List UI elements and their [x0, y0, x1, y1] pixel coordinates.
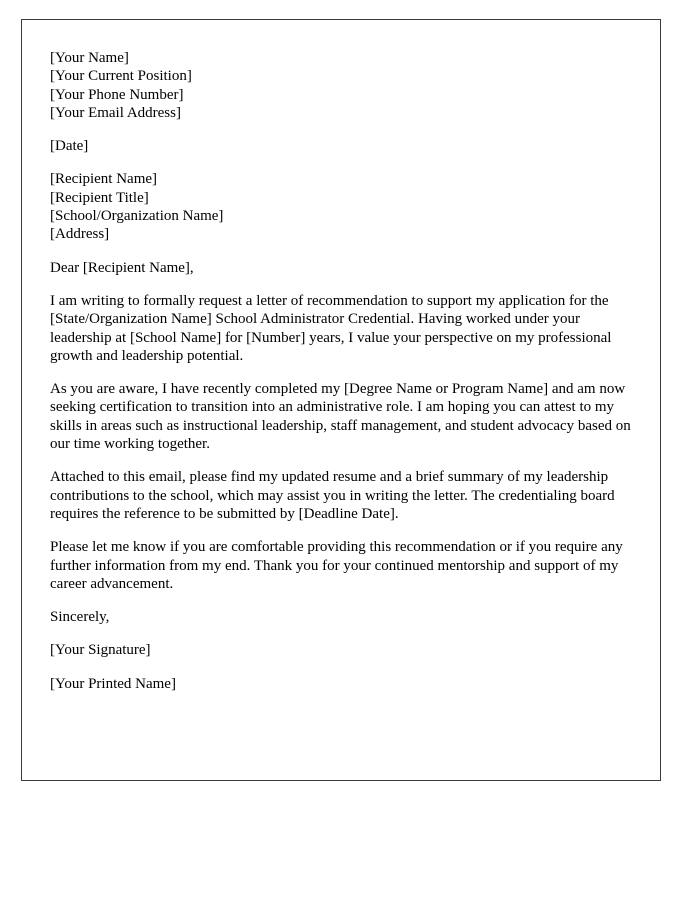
sender-phone: [Your Phone Number] [50, 86, 184, 103]
salutation: Dear [Recipient Name], [50, 259, 194, 276]
recipient-name: [Recipient Name] [50, 171, 158, 188]
sender-email: [Your Email Address] [50, 104, 181, 121]
paragraph-attachments: Attached to this email, please find my updated resume and a brief summary of my leadership contributions to the school, which may assist you in writing the letter. The credentialing board requires the reference to be submitted by [Deadline Date]. [50, 469, 615, 522]
recipient-block [50, 170, 632, 243]
sender-position: [Your Current Position] [50, 68, 192, 85]
date-line: [Date] [50, 138, 89, 155]
paragraph-thanks: Please let me know if you are comfortable providing this recommendation or if you require any further information from my end. Thank you for your continued mentorship and support of my career advancement. [50, 539, 623, 592]
paragraph-background: As you are aware, I have recently completed my [Degree Name or Program Name] and am now seeking certification to transition into an administrative role. I am hoping you can attest to my skills in areas such as instructional leadership, staff management, and student advocacy based on our time working together. [50, 381, 631, 453]
letter-document [21, 19, 661, 781]
paragraph-request: I am writing to formally request a letter of recommendation to support my application for the [State/Organization Name] School Administrator Credential. Having worked under your leadership at [School Name] for [Number] years, I value your perspective on my professional growth and leadership potential. [50, 292, 612, 364]
sender-name: [Your Name] [50, 50, 129, 66]
sender-block [50, 49, 632, 122]
signature-placeholder: [Your Signature] [50, 642, 151, 659]
printed-name-placeholder: [Your Printed Name] [50, 675, 176, 692]
recipient-title: [Recipient Title] [50, 189, 149, 206]
recipient-organization: [School/Organization Name] [50, 208, 224, 225]
recipient-address: [Address] [50, 226, 110, 243]
closing: Sincerely, [50, 609, 110, 626]
